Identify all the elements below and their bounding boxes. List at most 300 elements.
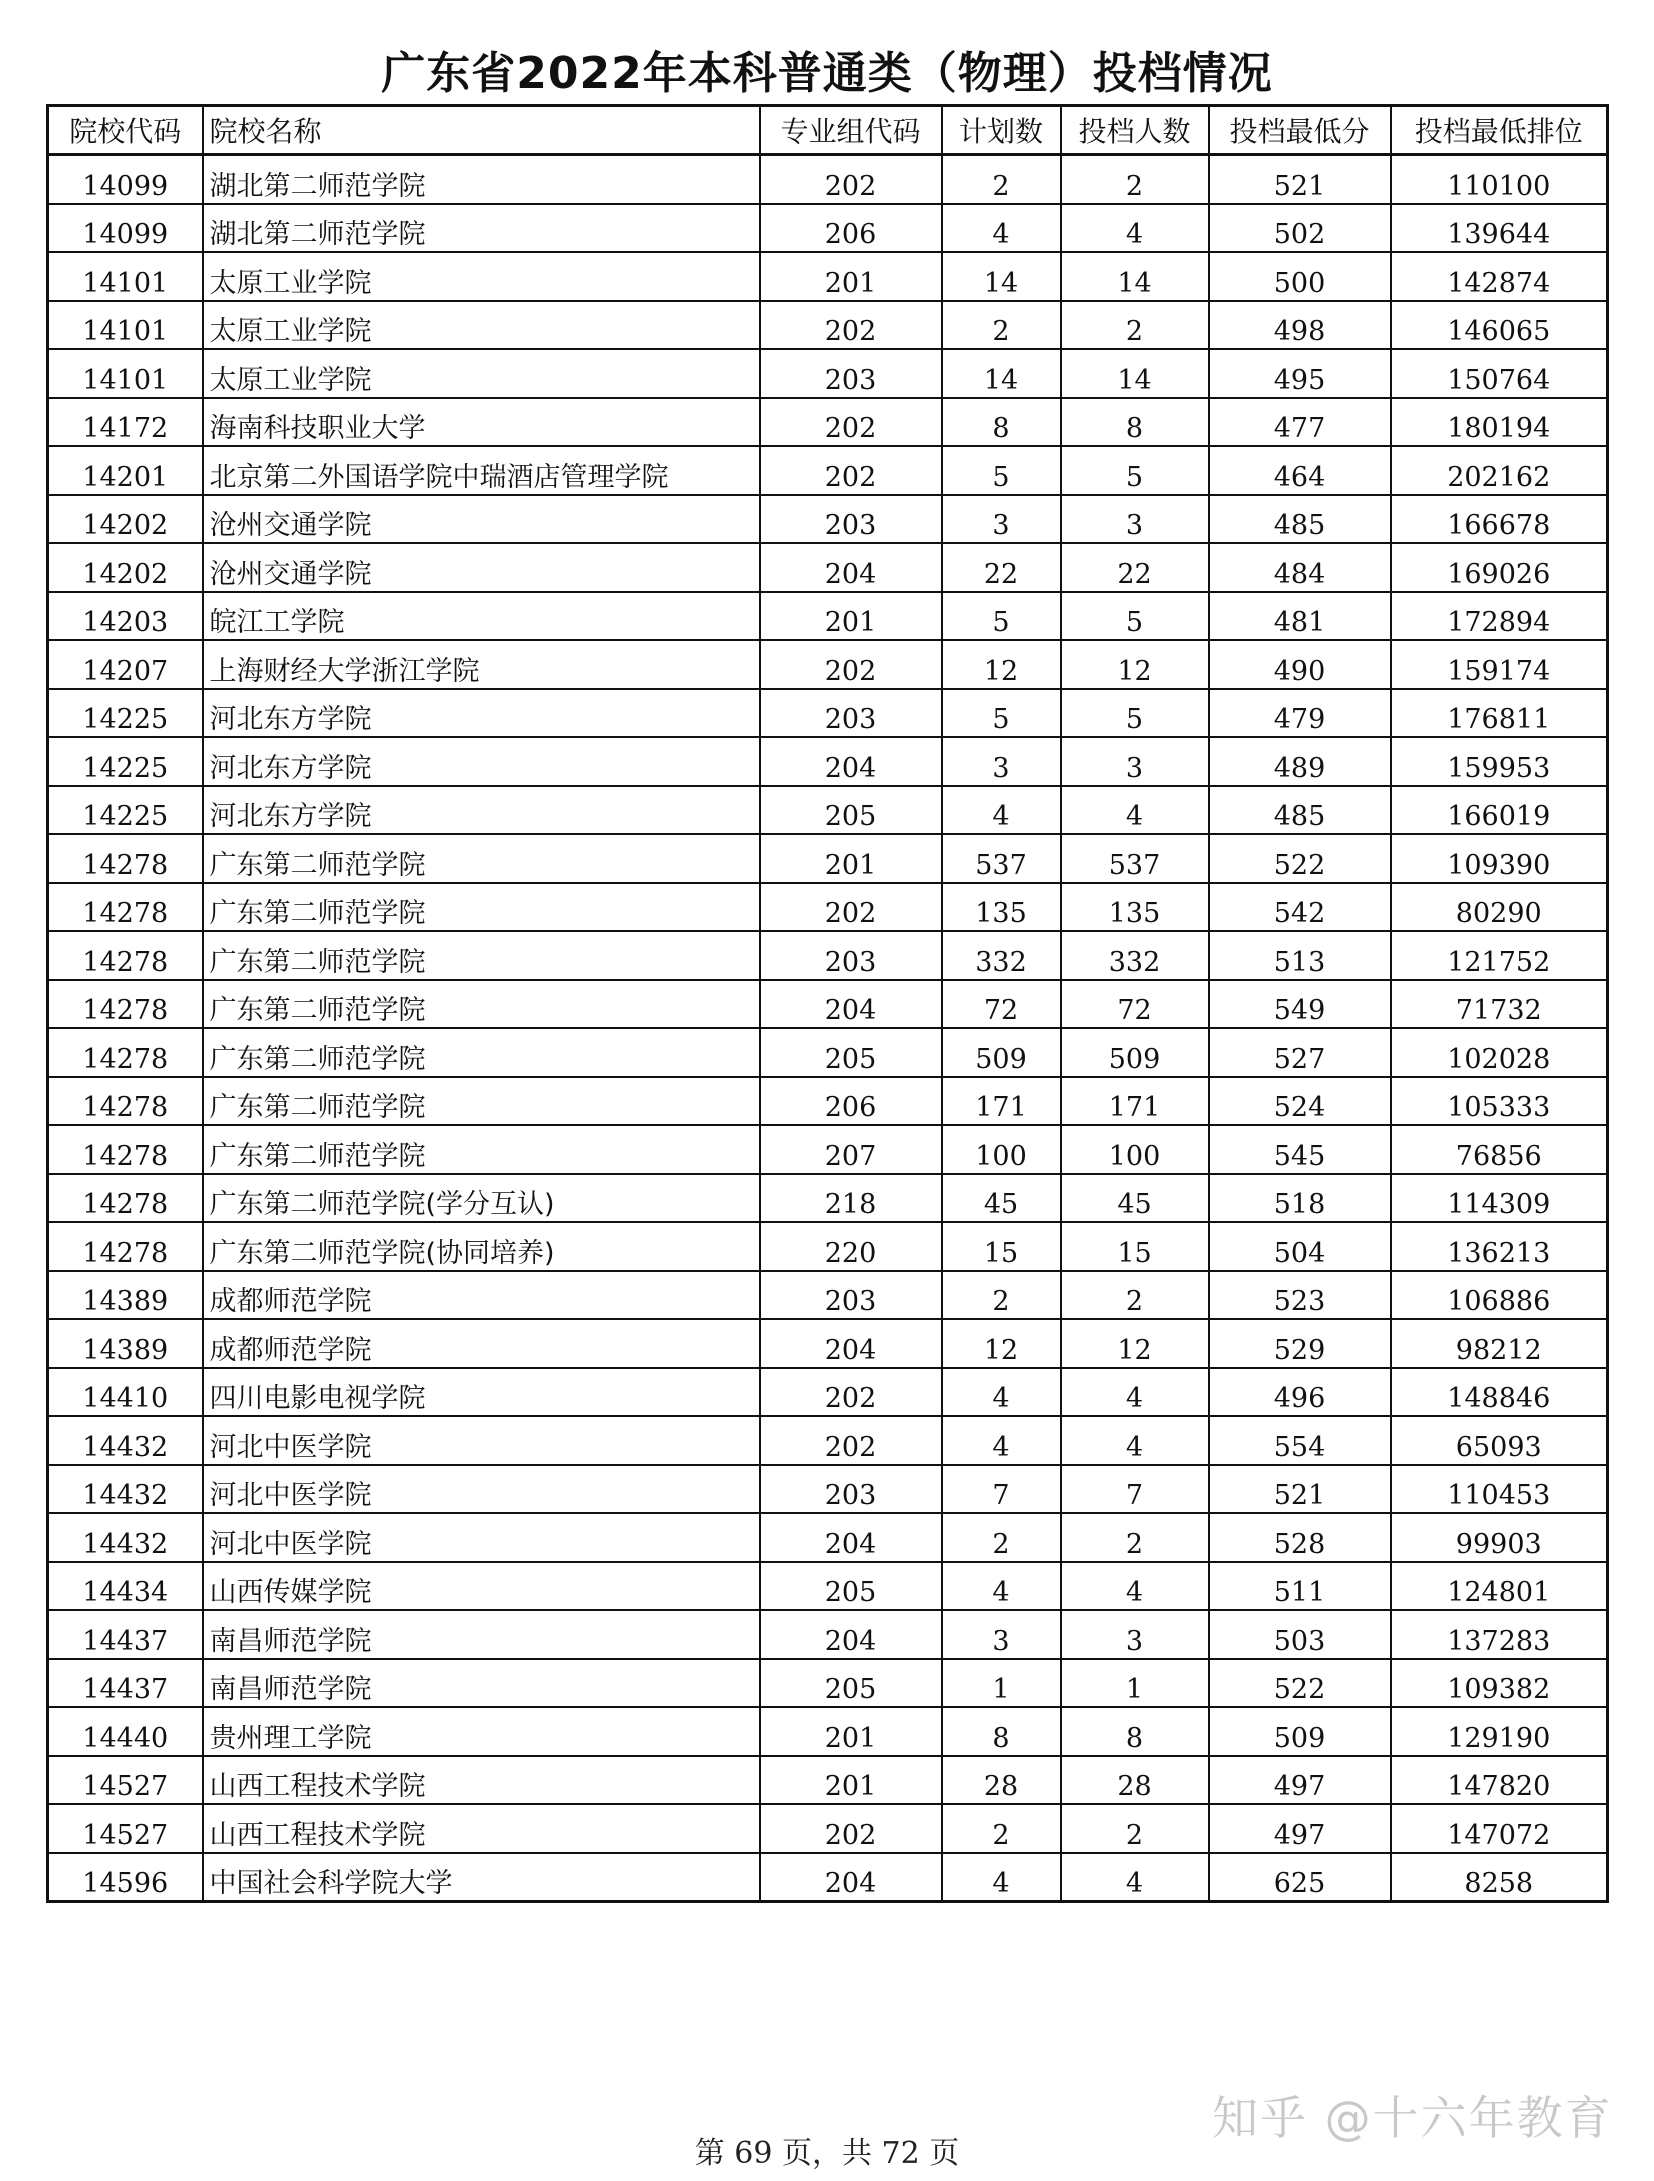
cell-admitted-count: 3 (1061, 1610, 1209, 1659)
cell-school-code: 14203 (48, 592, 203, 641)
cell-group-code: 204 (760, 980, 942, 1029)
cell-min-score: 523 (1209, 1271, 1391, 1320)
cell-school-name: 山西工程技术学院 (203, 1804, 760, 1853)
cell-min-score: 484 (1209, 543, 1391, 592)
cell-school-name: 上海财经大学浙江学院 (203, 640, 760, 689)
cell-min-score: 498 (1209, 301, 1391, 350)
header-admitted-count: 投档人数 (1061, 106, 1209, 155)
cell-admitted-count: 72 (1061, 980, 1209, 1029)
cell-group-code: 204 (760, 737, 942, 786)
cell-admitted-count: 22 (1061, 543, 1209, 592)
cell-admitted-count: 3 (1061, 495, 1209, 544)
cell-school-code: 14440 (48, 1707, 203, 1756)
cell-min-rank: 169026 (1391, 543, 1608, 592)
cell-school-code: 14527 (48, 1756, 203, 1805)
cell-min-rank: 172894 (1391, 592, 1608, 641)
cell-plan-count: 14 (942, 252, 1061, 301)
cell-min-rank: 166678 (1391, 495, 1608, 544)
cell-school-code: 14432 (48, 1513, 203, 1562)
cell-admitted-count: 4 (1061, 1416, 1209, 1465)
table-row (48, 1319, 1608, 1368)
cell-min-score: 522 (1209, 1659, 1391, 1708)
table-row (48, 1562, 1608, 1611)
cell-school-name: 广东第二师范学院 (203, 883, 760, 932)
cell-group-code: 203 (760, 1465, 942, 1514)
cell-admitted-count: 14 (1061, 349, 1209, 398)
cell-school-code: 14101 (48, 252, 203, 301)
cell-min-score: 625 (1209, 1853, 1391, 1902)
table-row (48, 1659, 1608, 1708)
cell-plan-count: 2 (942, 1513, 1061, 1562)
cell-group-code: 201 (760, 1707, 942, 1756)
cell-group-code: 201 (760, 1756, 942, 1805)
cell-min-score: 518 (1209, 1174, 1391, 1223)
cell-min-rank: 102028 (1391, 1028, 1608, 1077)
cell-school-name: 北京第二外国语学院中瑞酒店管理学院 (203, 446, 760, 495)
cell-min-rank: 150764 (1391, 349, 1608, 398)
cell-school-code: 14278 (48, 834, 203, 883)
table-row (48, 204, 1608, 253)
cell-min-rank: 124801 (1391, 1562, 1608, 1611)
cell-school-name: 沧州交通学院 (203, 543, 760, 592)
cell-school-name: 广东第二师范学院 (203, 1028, 760, 1077)
cell-group-code: 205 (760, 1028, 942, 1077)
cell-group-code: 203 (760, 349, 942, 398)
header-school-code: 院校代码 (48, 106, 203, 155)
cell-group-code: 206 (760, 1077, 942, 1126)
cell-group-code: 202 (760, 1416, 942, 1465)
cell-group-code: 218 (760, 1174, 942, 1223)
cell-admitted-count: 2 (1061, 301, 1209, 350)
cell-min-rank: 147820 (1391, 1756, 1608, 1805)
table-row (48, 1804, 1608, 1853)
table-row (48, 883, 1608, 932)
cell-group-code: 201 (760, 592, 942, 641)
cell-school-name: 河北东方学院 (203, 786, 760, 835)
cell-group-code: 202 (760, 301, 942, 350)
cell-admitted-count: 14 (1061, 252, 1209, 301)
cell-plan-count: 8 (942, 1707, 1061, 1756)
cell-min-rank: 109382 (1391, 1659, 1608, 1708)
cell-school-name: 湖北第二师范学院 (203, 155, 760, 204)
cell-min-score: 521 (1209, 1465, 1391, 1514)
cell-admitted-count: 4 (1061, 1853, 1209, 1902)
cell-min-score: 522 (1209, 834, 1391, 883)
table-row (48, 1174, 1608, 1223)
cell-admitted-count: 2 (1061, 155, 1209, 204)
cell-school-code: 14527 (48, 1804, 203, 1853)
cell-admitted-count: 45 (1061, 1174, 1209, 1223)
cell-group-code: 205 (760, 1562, 942, 1611)
cell-group-code: 205 (760, 1659, 942, 1708)
cell-school-code: 14278 (48, 1028, 203, 1077)
table-row (48, 786, 1608, 835)
table-row (48, 640, 1608, 689)
table-row (48, 1465, 1608, 1514)
cell-admitted-count: 332 (1061, 931, 1209, 980)
cell-school-name: 中国社会科学院大学 (203, 1853, 760, 1902)
table-row (48, 446, 1608, 495)
cell-school-name: 成都师范学院 (203, 1319, 760, 1368)
cell-school-name: 广东第二师范学院 (203, 1077, 760, 1126)
cell-min-rank: 114309 (1391, 1174, 1608, 1223)
cell-school-code: 14278 (48, 1174, 203, 1223)
cell-group-code: 204 (760, 1610, 942, 1659)
cell-admitted-count: 3 (1061, 737, 1209, 786)
cell-school-name: 广东第二师范学院 (203, 834, 760, 883)
cell-min-rank: 110100 (1391, 155, 1608, 204)
cell-plan-count: 4 (942, 1853, 1061, 1902)
cell-min-score: 490 (1209, 640, 1391, 689)
cell-admitted-count: 4 (1061, 204, 1209, 253)
cell-min-score: 504 (1209, 1222, 1391, 1271)
cell-school-code: 14278 (48, 1125, 203, 1174)
table-row (48, 980, 1608, 1029)
cell-admitted-count: 5 (1061, 446, 1209, 495)
table-row (48, 301, 1608, 350)
cell-school-code: 14201 (48, 446, 203, 495)
cell-plan-count: 2 (942, 301, 1061, 350)
table-row (48, 349, 1608, 398)
cell-admitted-count: 509 (1061, 1028, 1209, 1077)
cell-school-name: 皖江工学院 (203, 592, 760, 641)
cell-school-name: 南昌师范学院 (203, 1659, 760, 1708)
cell-school-name: 广东第二师范学院 (203, 1125, 760, 1174)
cell-admitted-count: 4 (1061, 786, 1209, 835)
cell-plan-count: 1 (942, 1659, 1061, 1708)
cell-min-score: 497 (1209, 1804, 1391, 1853)
cell-group-code: 202 (760, 640, 942, 689)
cell-admitted-count: 12 (1061, 640, 1209, 689)
cell-school-code: 14101 (48, 349, 203, 398)
cell-plan-count: 3 (942, 737, 1061, 786)
cell-min-score: 542 (1209, 883, 1391, 932)
cell-school-code: 14278 (48, 1077, 203, 1126)
cell-min-rank: 136213 (1391, 1222, 1608, 1271)
cell-school-code: 14437 (48, 1659, 203, 1708)
cell-group-code: 203 (760, 689, 942, 738)
cell-min-score: 513 (1209, 931, 1391, 980)
table-row (48, 834, 1608, 883)
cell-admitted-count: 4 (1061, 1562, 1209, 1611)
cell-plan-count: 8 (942, 398, 1061, 447)
cell-plan-count: 3 (942, 495, 1061, 544)
cell-group-code: 220 (760, 1222, 942, 1271)
cell-admitted-count: 5 (1061, 689, 1209, 738)
cell-min-score: 500 (1209, 252, 1391, 301)
cell-school-name: 成都师范学院 (203, 1271, 760, 1320)
cell-min-score: 521 (1209, 155, 1391, 204)
cell-school-name: 四川电影电视学院 (203, 1368, 760, 1417)
cell-plan-count: 45 (942, 1174, 1061, 1223)
cell-min-score: 509 (1209, 1707, 1391, 1756)
cell-min-score: 496 (1209, 1368, 1391, 1417)
cell-group-code: 202 (760, 446, 942, 495)
table-row (48, 1416, 1608, 1465)
cell-plan-count: 12 (942, 1319, 1061, 1368)
cell-group-code: 204 (760, 1319, 942, 1368)
cell-school-name: 太原工业学院 (203, 349, 760, 398)
cell-min-score: 503 (1209, 1610, 1391, 1659)
cell-plan-count: 12 (942, 640, 1061, 689)
cell-school-name: 河北中医学院 (203, 1513, 760, 1562)
cell-plan-count: 5 (942, 689, 1061, 738)
cell-school-code: 14410 (48, 1368, 203, 1417)
cell-school-name: 太原工业学院 (203, 301, 760, 350)
cell-min-rank: 159174 (1391, 640, 1608, 689)
cell-school-name: 河北中医学院 (203, 1465, 760, 1514)
cell-school-code: 14101 (48, 301, 203, 350)
cell-school-name: 广东第二师范学院 (203, 980, 760, 1029)
cell-admitted-count: 135 (1061, 883, 1209, 932)
cell-group-code: 203 (760, 1271, 942, 1320)
cell-min-rank: 80290 (1391, 883, 1608, 932)
cell-plan-count: 14 (942, 349, 1061, 398)
cell-min-rank: 137283 (1391, 1610, 1608, 1659)
cell-group-code: 204 (760, 1853, 942, 1902)
cell-school-code: 14596 (48, 1853, 203, 1902)
cell-min-score: 479 (1209, 689, 1391, 738)
cell-plan-count: 332 (942, 931, 1061, 980)
cell-school-code: 14278 (48, 931, 203, 980)
cell-min-rank: 147072 (1391, 1804, 1608, 1853)
cell-min-score: 529 (1209, 1319, 1391, 1368)
cell-school-code: 14202 (48, 495, 203, 544)
cell-plan-count: 4 (942, 1562, 1061, 1611)
cell-group-code: 204 (760, 1513, 942, 1562)
cell-plan-count: 28 (942, 1756, 1061, 1805)
cell-group-code: 201 (760, 834, 942, 883)
cell-min-rank: 159953 (1391, 737, 1608, 786)
cell-min-rank: 148846 (1391, 1368, 1608, 1417)
cell-min-score: 527 (1209, 1028, 1391, 1077)
cell-school-code: 14389 (48, 1271, 203, 1320)
cell-plan-count: 22 (942, 543, 1061, 592)
cell-min-rank: 139644 (1391, 204, 1608, 253)
cell-school-code: 14437 (48, 1610, 203, 1659)
cell-group-code: 203 (760, 495, 942, 544)
cell-plan-count: 15 (942, 1222, 1061, 1271)
watermark: 知乎 @十六年教育 (1212, 2091, 1613, 2145)
page-footer: 第 69 页，共 72 页 (694, 2136, 960, 2171)
header-min-score: 投档最低分 (1209, 106, 1391, 155)
cell-school-name: 南昌师范学院 (203, 1610, 760, 1659)
cell-plan-count: 100 (942, 1125, 1061, 1174)
cell-min-score: 464 (1209, 446, 1391, 495)
cell-plan-count: 7 (942, 1465, 1061, 1514)
cell-min-score: 502 (1209, 204, 1391, 253)
cell-plan-count: 4 (942, 204, 1061, 253)
cell-school-name: 山西工程技术学院 (203, 1756, 760, 1805)
table-row (48, 592, 1608, 641)
cell-school-name: 沧州交通学院 (203, 495, 760, 544)
cell-admitted-count: 8 (1061, 398, 1209, 447)
cell-min-score: 524 (1209, 1077, 1391, 1126)
cell-school-name: 海南科技职业大学 (203, 398, 760, 447)
table-row (48, 1610, 1608, 1659)
table-row (48, 931, 1608, 980)
cell-min-rank: 110453 (1391, 1465, 1608, 1514)
table-row (48, 155, 1608, 204)
table-body (48, 155, 1608, 1902)
cell-min-score: 485 (1209, 786, 1391, 835)
cell-min-score: 497 (1209, 1756, 1391, 1805)
cell-school-name: 河北东方学院 (203, 689, 760, 738)
cell-min-score: 477 (1209, 398, 1391, 447)
cell-admitted-count: 15 (1061, 1222, 1209, 1271)
cell-school-name: 河北中医学院 (203, 1416, 760, 1465)
cell-group-code: 202 (760, 883, 942, 932)
table-row (48, 1707, 1608, 1756)
cell-school-code: 14207 (48, 640, 203, 689)
cell-school-name: 河北东方学院 (203, 737, 760, 786)
cell-school-code: 14278 (48, 1222, 203, 1271)
cell-group-code: 202 (760, 398, 942, 447)
cell-admitted-count: 2 (1061, 1804, 1209, 1853)
table-row (48, 543, 1608, 592)
cell-group-code: 202 (760, 1804, 942, 1853)
table-row (48, 1368, 1608, 1417)
cell-school-name: 湖北第二师范学院 (203, 204, 760, 253)
cell-admitted-count: 8 (1061, 1707, 1209, 1756)
cell-admitted-count: 28 (1061, 1756, 1209, 1805)
table-row (48, 1077, 1608, 1126)
cell-group-code: 206 (760, 204, 942, 253)
cell-min-rank: 129190 (1391, 1707, 1608, 1756)
cell-plan-count: 4 (942, 786, 1061, 835)
table-row (48, 398, 1608, 447)
cell-plan-count: 509 (942, 1028, 1061, 1077)
cell-school-code: 14225 (48, 689, 203, 738)
cell-admitted-count: 171 (1061, 1077, 1209, 1126)
cell-min-score: 549 (1209, 980, 1391, 1029)
table-row (48, 737, 1608, 786)
table-header (48, 106, 1608, 155)
cell-min-rank: 180194 (1391, 398, 1608, 447)
cell-min-rank: 176811 (1391, 689, 1608, 738)
cell-school-code: 14225 (48, 737, 203, 786)
cell-admitted-count: 12 (1061, 1319, 1209, 1368)
cell-min-rank: 8258 (1391, 1853, 1608, 1902)
cell-admitted-count: 2 (1061, 1271, 1209, 1320)
cell-school-code: 14099 (48, 204, 203, 253)
cell-school-name: 太原工业学院 (203, 252, 760, 301)
cell-school-name: 广东第二师范学院(协同培养) (203, 1222, 760, 1271)
cell-school-code: 14099 (48, 155, 203, 204)
cell-admitted-count: 1 (1061, 1659, 1209, 1708)
cell-plan-count: 4 (942, 1368, 1061, 1417)
cell-plan-count: 4 (942, 1416, 1061, 1465)
cell-admitted-count: 7 (1061, 1465, 1209, 1514)
cell-group-code: 202 (760, 1368, 942, 1417)
cell-group-code: 203 (760, 931, 942, 980)
table-row (48, 689, 1608, 738)
cell-min-score: 545 (1209, 1125, 1391, 1174)
cell-plan-count: 2 (942, 1271, 1061, 1320)
cell-school-code: 14278 (48, 980, 203, 1029)
cell-min-score: 489 (1209, 737, 1391, 786)
table-row (48, 1853, 1608, 1902)
page-title: 广东省2022年本科普通类（物理）投档情况 (381, 48, 1273, 99)
cell-min-rank: 71732 (1391, 980, 1608, 1029)
cell-min-rank: 76856 (1391, 1125, 1608, 1174)
cell-school-name: 山西传媒学院 (203, 1562, 760, 1611)
cell-min-score: 528 (1209, 1513, 1391, 1562)
table-row (48, 495, 1608, 544)
cell-admitted-count: 100 (1061, 1125, 1209, 1174)
cell-plan-count: 135 (942, 883, 1061, 932)
header-group-code: 专业组代码 (760, 106, 942, 155)
cell-plan-count: 171 (942, 1077, 1061, 1126)
cell-group-code: 204 (760, 543, 942, 592)
cell-min-rank: 98212 (1391, 1319, 1608, 1368)
cell-min-rank: 109390 (1391, 834, 1608, 883)
table-row (48, 1271, 1608, 1320)
table-row (48, 1028, 1608, 1077)
cell-group-code: 205 (760, 786, 942, 835)
cell-school-code: 14172 (48, 398, 203, 447)
cell-plan-count: 3 (942, 1610, 1061, 1659)
cell-school-name: 广东第二师范学院(学分互认) (203, 1174, 760, 1223)
cell-school-name: 广东第二师范学院 (203, 931, 760, 980)
table-row (48, 1513, 1608, 1562)
cell-min-rank: 166019 (1391, 786, 1608, 835)
table-row (48, 252, 1608, 301)
cell-group-code: 207 (760, 1125, 942, 1174)
cell-school-code: 14434 (48, 1562, 203, 1611)
header-plan-count: 计划数 (942, 106, 1061, 155)
cell-min-rank: 146065 (1391, 301, 1608, 350)
cell-min-rank: 99903 (1391, 1513, 1608, 1562)
cell-min-rank: 105333 (1391, 1077, 1608, 1126)
cell-admitted-count: 4 (1061, 1368, 1209, 1417)
cell-min-score: 481 (1209, 592, 1391, 641)
cell-min-rank: 142874 (1391, 252, 1608, 301)
cell-school-name: 贵州理工学院 (203, 1707, 760, 1756)
cell-school-code: 14432 (48, 1465, 203, 1514)
cell-min-score: 495 (1209, 349, 1391, 398)
cell-min-score: 554 (1209, 1416, 1391, 1465)
header-school-name: 院校名称 (203, 106, 760, 155)
cell-group-code: 202 (760, 155, 942, 204)
cell-min-score: 485 (1209, 495, 1391, 544)
header-min-rank: 投档最低排位 (1391, 106, 1608, 155)
cell-min-rank: 202162 (1391, 446, 1608, 495)
cell-plan-count: 5 (942, 446, 1061, 495)
cell-plan-count: 2 (942, 1804, 1061, 1853)
table-row (48, 1125, 1608, 1174)
cell-plan-count: 72 (942, 980, 1061, 1029)
table-row (48, 1756, 1608, 1805)
cell-plan-count: 537 (942, 834, 1061, 883)
cell-min-rank: 106886 (1391, 1271, 1608, 1320)
cell-school-code: 14432 (48, 1416, 203, 1465)
cell-plan-count: 2 (942, 155, 1061, 204)
cell-min-score: 511 (1209, 1562, 1391, 1611)
cell-admitted-count: 2 (1061, 1513, 1209, 1562)
cell-group-code: 201 (760, 252, 942, 301)
cell-school-code: 14389 (48, 1319, 203, 1368)
cell-school-code: 14202 (48, 543, 203, 592)
cell-min-rank: 65093 (1391, 1416, 1608, 1465)
cell-plan-count: 5 (942, 592, 1061, 641)
cell-school-code: 14225 (48, 786, 203, 835)
cell-school-code: 14278 (48, 883, 203, 932)
cell-admitted-count: 5 (1061, 592, 1209, 641)
table-row (48, 1222, 1608, 1271)
cell-admitted-count: 537 (1061, 834, 1209, 883)
cell-min-rank: 121752 (1391, 931, 1608, 980)
